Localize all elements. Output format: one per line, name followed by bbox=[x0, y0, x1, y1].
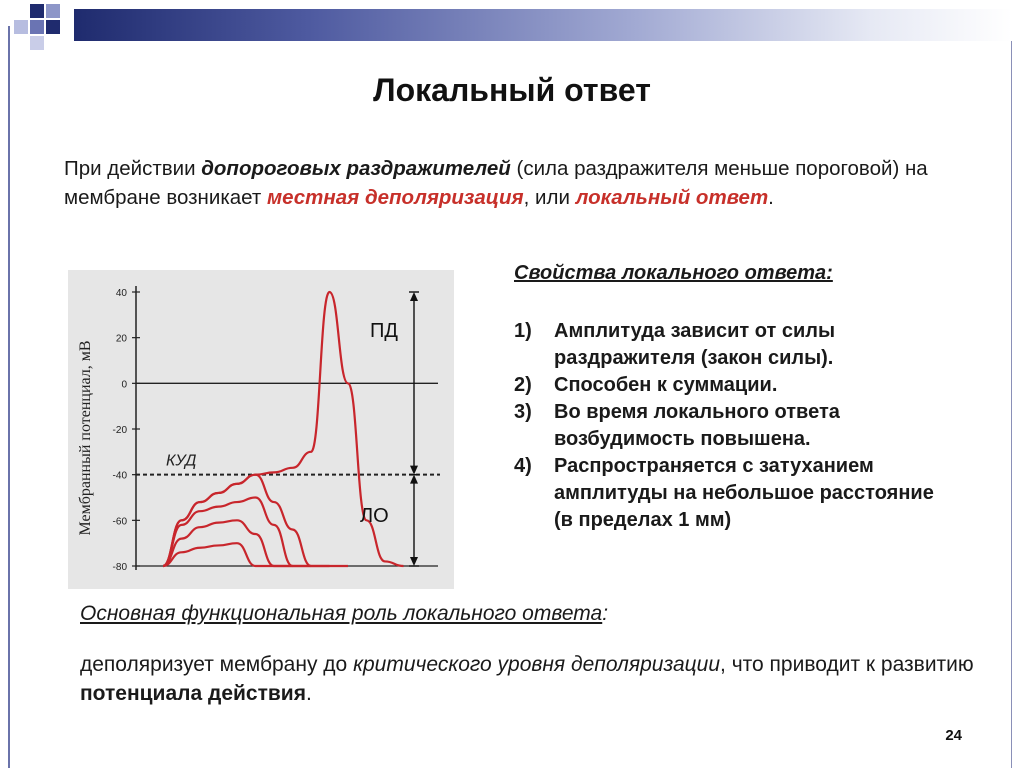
list-item bbox=[514, 318, 954, 372]
properties-list bbox=[514, 318, 954, 534]
item-number: 4) bbox=[514, 455, 532, 477]
role-heading bbox=[80, 602, 608, 626]
response-curve bbox=[163, 475, 348, 566]
critical-level-text: критического уровня деполяризации bbox=[353, 653, 721, 676]
item-text: Амплитуда зависит от силы раздражителя (закон силы). bbox=[554, 320, 836, 369]
slide-title: Локальный ответ bbox=[373, 72, 651, 108]
membrane-potential-chart bbox=[68, 270, 454, 589]
conclusion-text bbox=[80, 650, 980, 708]
item-number: 1) bbox=[514, 320, 532, 342]
local-response-label: ЛО bbox=[360, 505, 389, 527]
arrow-head-down bbox=[410, 466, 418, 475]
arrow-head-up bbox=[410, 292, 418, 301]
y-tick-label: -60 bbox=[112, 516, 127, 528]
y-tick-label: 40 bbox=[115, 288, 127, 299]
intro-text bbox=[64, 154, 944, 212]
item-text: Распространяется с затуханием амплитуды на небольшое расстояние (в пределах 1 мм) bbox=[554, 455, 934, 531]
intro-part: (сила раздражителя меньше пороговой) на мембране возникает bbox=[64, 157, 928, 209]
arrow-head-down bbox=[410, 557, 418, 566]
action-potential-label: ПД bbox=[370, 320, 398, 342]
local-response-text: локальный ответ bbox=[575, 186, 769, 209]
list-item bbox=[514, 399, 954, 453]
role-heading-text: Основная функциональная роль локального ответа bbox=[80, 602, 603, 625]
y-tick-label: 20 bbox=[115, 333, 127, 345]
local-depolarization-text: местная деполяризация bbox=[266, 186, 524, 209]
page-number: 24 bbox=[945, 727, 962, 744]
y-tick-label: -20 bbox=[112, 425, 127, 436]
conclusion-part: , что приводит к развитию bbox=[720, 653, 974, 676]
threshold-label: КУД bbox=[166, 452, 197, 470]
list-item bbox=[514, 453, 954, 534]
item-text: Во время локального ответа возбудимость повышена. bbox=[554, 401, 840, 450]
amplitude-arrows bbox=[409, 292, 419, 566]
role-colon: : bbox=[602, 602, 609, 625]
item-text: Способен к суммации. bbox=[554, 374, 778, 396]
intro-part: . bbox=[768, 186, 774, 209]
action-potential-text: потенциала действия bbox=[80, 682, 306, 705]
chart-svg bbox=[68, 270, 454, 589]
response-curve bbox=[163, 543, 293, 566]
subthreshold-stimuli-text: допороговых раздражителей bbox=[201, 157, 511, 180]
item-number: 2) bbox=[514, 374, 532, 396]
slide-frame-right bbox=[1011, 41, 1012, 768]
y-tick-label: 0 bbox=[121, 379, 127, 391]
list-item bbox=[514, 372, 954, 399]
properties-heading: Свойства локального ответа: bbox=[514, 262, 833, 284]
conclusion-part: деполяризует мембрану до bbox=[80, 653, 354, 676]
intro-part: При действии bbox=[64, 157, 202, 180]
y-axis-label: Мембранный потенциал, мВ bbox=[77, 340, 94, 536]
arrow-head-up bbox=[410, 475, 418, 484]
item-number: 3) bbox=[514, 401, 532, 423]
y-tick-label: -80 bbox=[112, 562, 127, 573]
intro-part: , или bbox=[523, 186, 576, 209]
y-tick-label: -40 bbox=[112, 470, 127, 482]
conclusion-part: . bbox=[305, 682, 312, 705]
